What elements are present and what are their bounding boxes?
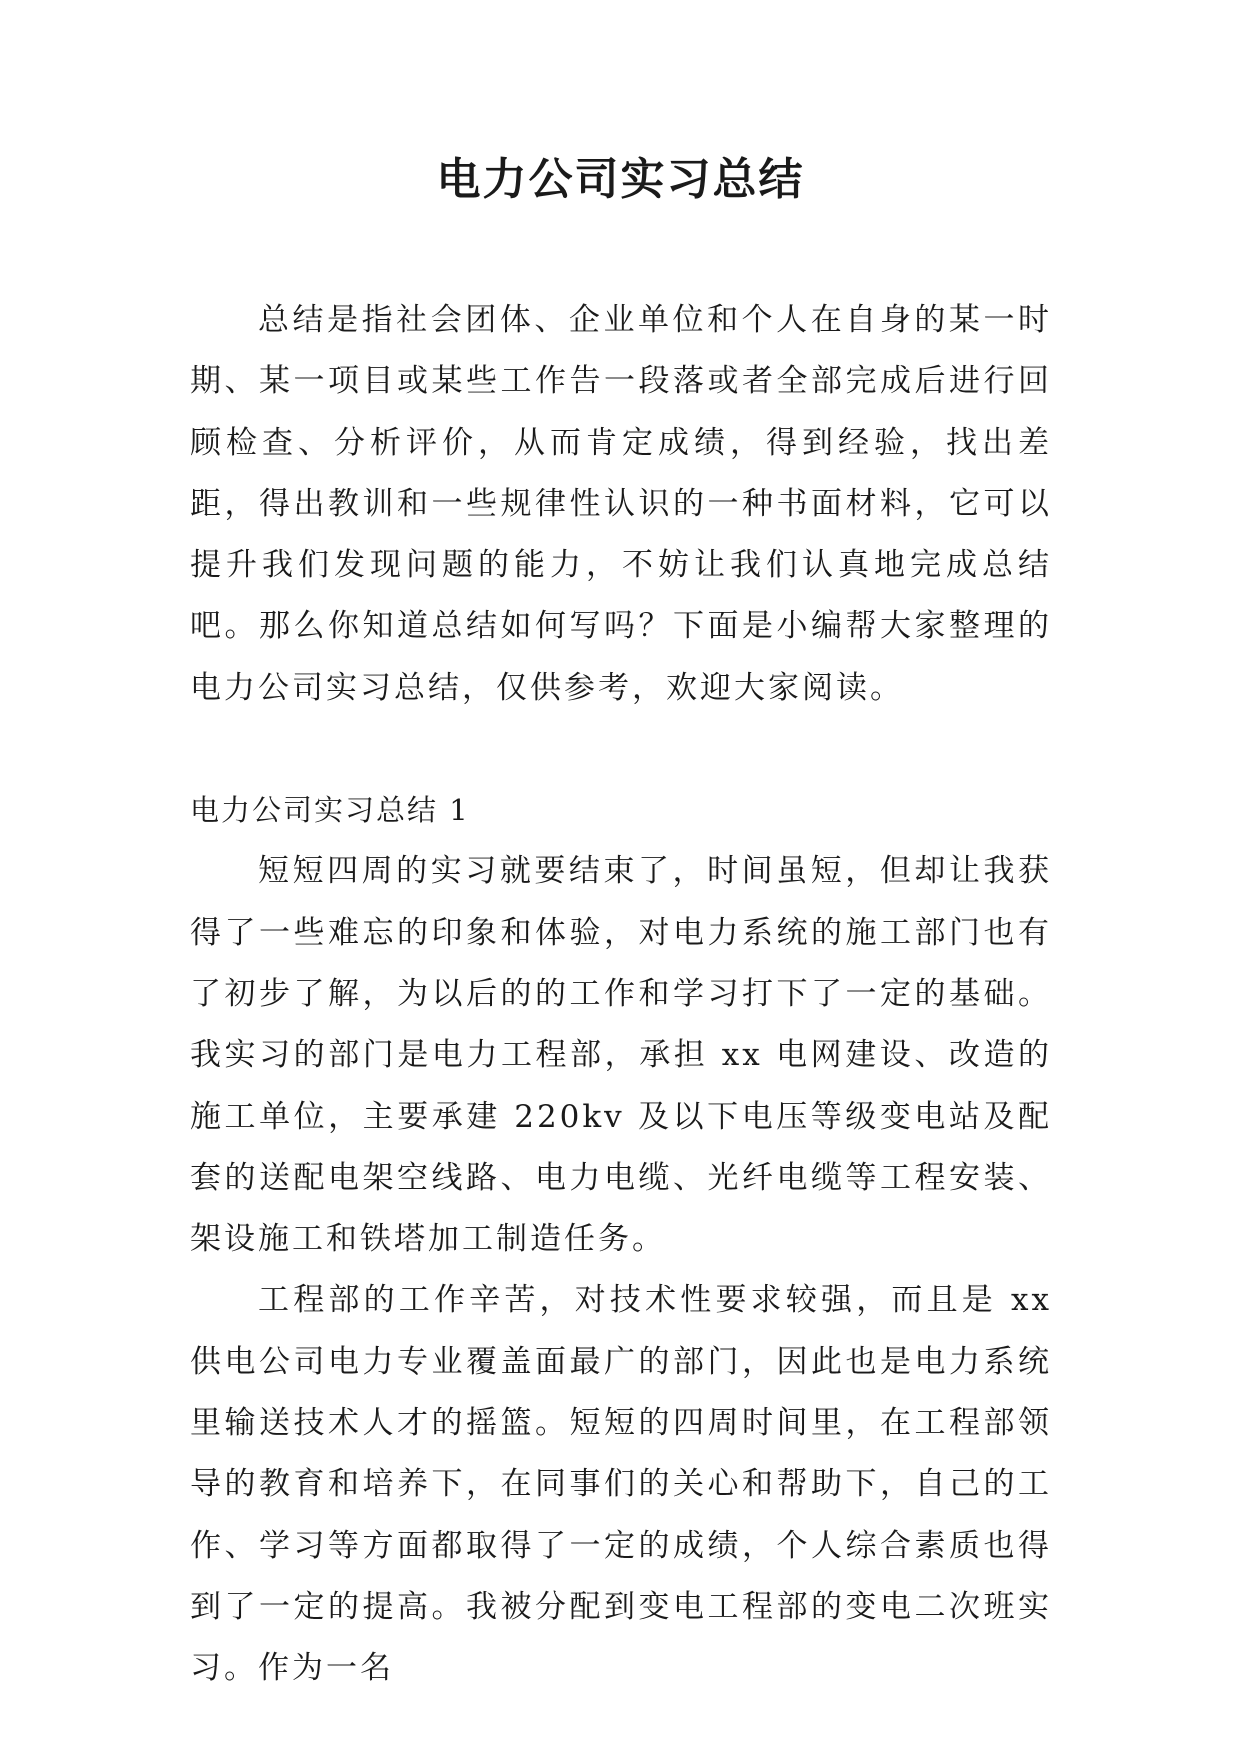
intro-paragraph: 总结是指社会团体、企业单位和个人在自身的某一时期、某一项目或某些工作告一段落或者全部完成后进行回顾检查、分析评价，从而肯定成绩，得到经验，找出差距，得出教训和一些规律性认识的一种书面材料，它可以提升我们发现问题的能力，不妨让我们认真地完成总结吧。那么你知道总结如何写吗？下面是小编帮大家整理的电力公司实习总结，仅供参考，欢迎大家阅读。	[190, 302, 1052, 706]
spacer	[190, 719, 1052, 780]
body-paragraph: 短短四周的实习就要结束了，时间虽短，但却让我获得了一些难忘的印象和体验，对电力系统的施工部门也有了初步了解，为以后的的工作和学习打下了一定的基础。我实习的部门是电力工程部，承担 xx 电网建设、改造的施工单位，主要承建 220kv 及以下电压等级变电站及配套的送配电架空线路、电力电缆、光纤电缆等工程安装、架设施工和铁塔加工制造任务。	[190, 853, 1052, 1258]
body-paragraph: 工程部的工作辛苦，对技术性要求较强，而且是 xx 供电公司电力专业覆盖面最广的部门，因此也是电力系统里输送技术人才的摇篮。短短的四周时间里，在工程部领导的教育和培养下，在同事们的关心和帮助下，自己的工作、学习等方面都取得了一定的成绩，个人综合素质也得到了一定的提高。我被分配到变电工程部的变电二次班实习。作为一名	[190, 1282, 1052, 1687]
document-title: 电力公司实习总结	[436, 154, 805, 205]
document-body	[190, 290, 1052, 1700]
section-heading: 电力公司实习总结 1	[190, 793, 470, 828]
